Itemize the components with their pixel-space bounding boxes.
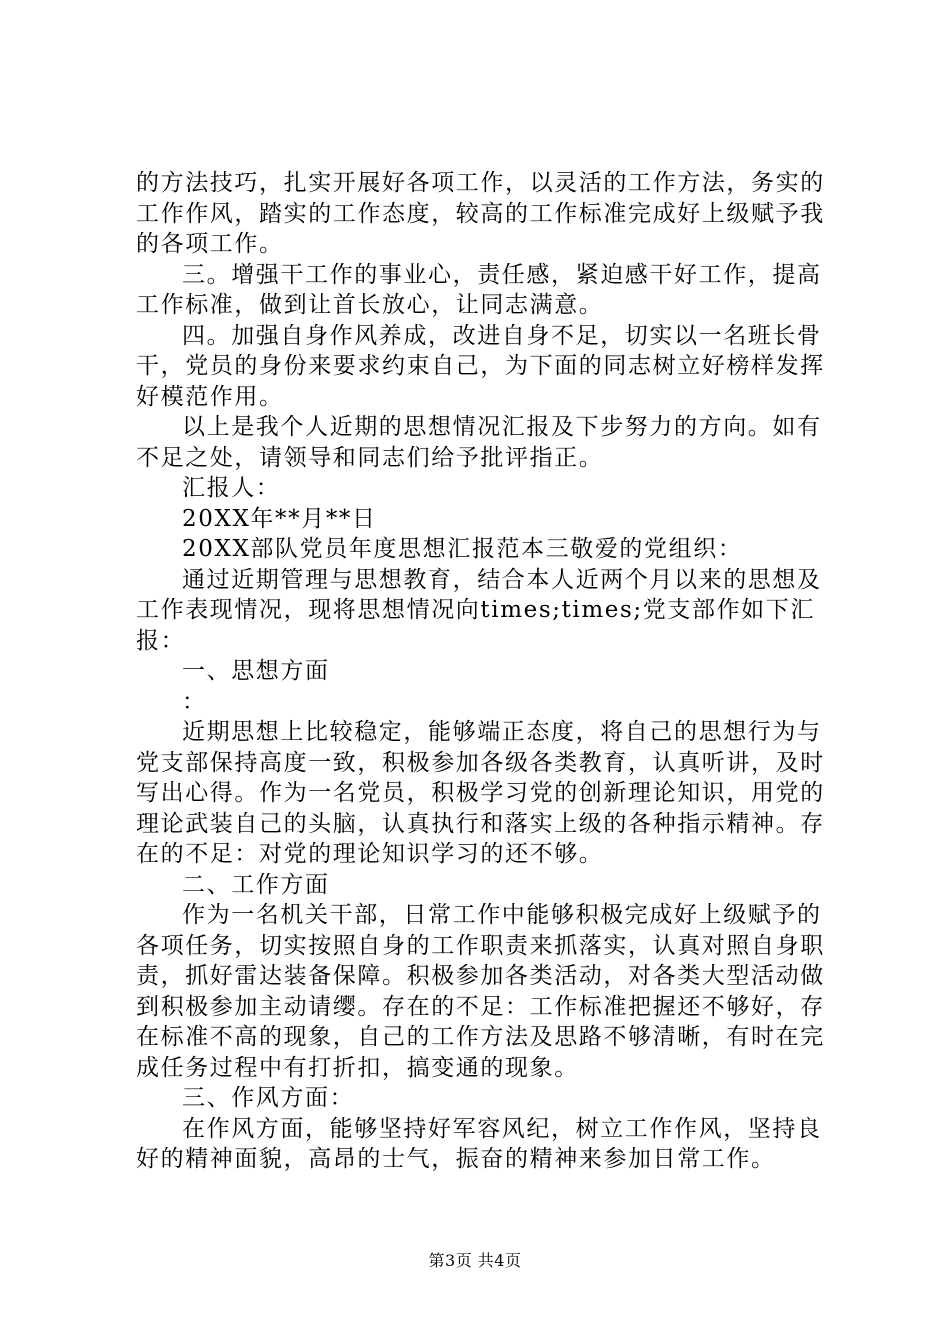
reporter-label: 汇报人： <box>182 475 281 501</box>
report-date: 20XX年**月**日 <box>182 505 377 532</box>
paragraph-thought: 近期思想上比较稳定，能够端正态度，将自己的思想行为与党支部保持高度一致，积极参加各级各类教育，认真听讲，及时写出心得。作为一名党员，积极学习党的创新理论知识，用党的理论武装自己的头脑，认真执行和落实上级的各种指示精神。存在的不足：对党的理论知识学习的还不够。 <box>136 719 825 867</box>
section-heading-style: 三、作风方面： <box>182 1085 355 1111</box>
page-footer: 第3页 共4页 <box>428 1251 522 1270</box>
sample-title: 20XX部队党员年度思想汇报范本三敬爱的党组织： <box>182 536 743 562</box>
paragraph-item-three: 三。增强干工作的事业心，责任感，紧迫感干好工作，提高工作标准，做到让首长放心，让同志满意。 <box>136 261 822 318</box>
paragraph-item-four: 四。加强自身作风养成，改进自身不足，切实以一名班长骨干，党员的身份来要求约束自己，为下面的同志树立好榜样发挥好模范作用。 <box>136 322 825 410</box>
paragraph-closing: 以上是我个人近期的思想情况汇报及下步努力的方向。如有不足之处，请领导和同志们给予批评指正。 <box>136 414 822 471</box>
section-heading-work: 二、工作方面 <box>182 871 330 898</box>
section-heading-thought: 一、思想方面 <box>182 658 330 684</box>
stray-colon: ： <box>182 688 207 715</box>
paragraph-intro: 通过近期管理与思想教育，结合本人近两个月以来的思想及工作表现情况，现将思想情况向times;times;党支部作如下汇报： <box>136 566 822 654</box>
paragraph-style: 在作风方面，能够坚持好军容风纪，树立工作作风，坚持良好的精神面貌，高昂的士气，振奋的精神来参加日常工作。 <box>136 1115 822 1172</box>
paragraph-continuation: 的方法技巧，扎实开展好各项工作，以灵活的工作方法，务实的工作作风，踏实的工作态度，较高的工作标准完成好上级赋予我的各项工作。 <box>136 170 825 257</box>
paragraph-work: 作为一名机关干部，日常工作中能够积极完成好上级赋予的各项任务，切实按照自身的工作职责来抓落实，认真对照自身职责，抓好雷达装备保障。积极参加各类活动，对各类大型活动做到积极参加主动请缨。存在的不足：工作标准把握还不够好，存在标准不高的现象，自己的工作方法及思路不够清晰，有时在完成任务过程中有打折扣，搞变通的现象。 <box>136 902 825 1081</box>
document-body <box>136 168 836 1175</box>
